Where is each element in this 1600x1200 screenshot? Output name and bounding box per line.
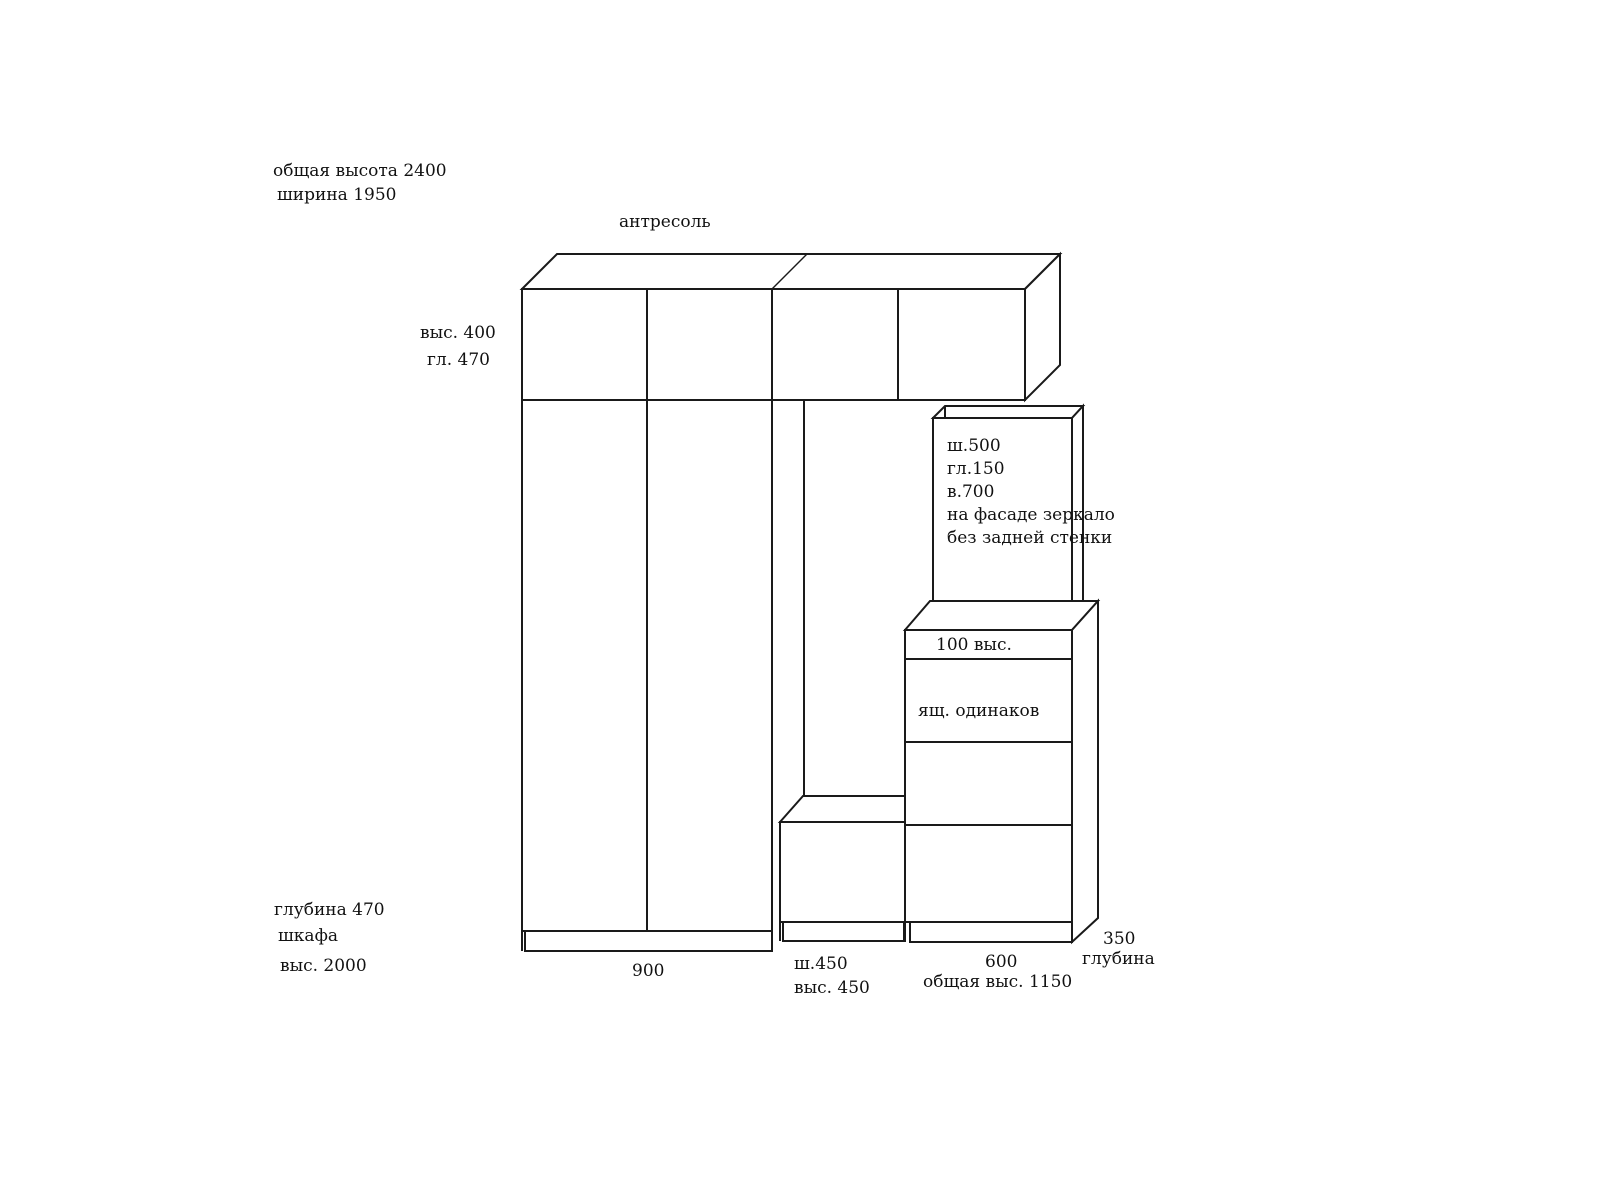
total-width-label: ширина 1950 bbox=[277, 185, 397, 205]
bench-height-label: выс. 450 bbox=[794, 978, 870, 998]
bench-plinth bbox=[783, 922, 904, 941]
mirror-facade-label: на фасаде зеркало bbox=[947, 505, 1115, 525]
chest-side bbox=[1072, 601, 1098, 942]
mezzanine-label: антресоль bbox=[619, 212, 711, 232]
bench-width-label: ш.450 bbox=[794, 954, 848, 974]
mezzanine-height-label: выс. 400 bbox=[420, 323, 496, 343]
mirror-width-label: ш.500 bbox=[947, 436, 1001, 456]
bench-top bbox=[780, 796, 905, 822]
wardrobe bbox=[522, 400, 772, 951]
mirror-height-label: в.700 bbox=[947, 482, 995, 502]
wardrobe-height-label: выс. 2000 bbox=[280, 956, 367, 976]
mezzanine-top bbox=[522, 254, 1060, 289]
wardrobe-plinth bbox=[525, 931, 772, 951]
chest-plinth bbox=[910, 922, 1072, 942]
mirror-top bbox=[933, 406, 1083, 418]
mezzanine-front bbox=[522, 289, 1025, 400]
chest-width-label: 600 bbox=[985, 952, 1018, 972]
top-drawer-height-label: 100 выс. bbox=[936, 635, 1012, 655]
chest-top bbox=[905, 601, 1098, 630]
mezzanine bbox=[522, 254, 1060, 400]
mirror-depth-label: гл.150 bbox=[947, 459, 1005, 479]
chest-depth-word-label: глубина bbox=[1082, 949, 1155, 969]
total-height-label: общая высота 2400 bbox=[273, 161, 447, 181]
mirror-back-label: без задней стенки bbox=[947, 528, 1113, 548]
drawers-equal-label: ящ. одинаков bbox=[918, 701, 1040, 721]
wardrobe-depth-label: глубина 470 bbox=[274, 900, 385, 920]
chest-total-height-label: общая выс. 1150 bbox=[923, 972, 1073, 992]
bench-front bbox=[780, 822, 905, 922]
mezzanine-depth-label: гл. 470 bbox=[427, 350, 490, 370]
wardrobe-word-label: шкафа bbox=[278, 926, 339, 946]
wardrobe-width-label: 900 bbox=[632, 961, 665, 981]
chest-depth-value-label: 350 bbox=[1103, 929, 1136, 949]
bench bbox=[780, 796, 905, 941]
chest-front bbox=[905, 630, 1072, 922]
